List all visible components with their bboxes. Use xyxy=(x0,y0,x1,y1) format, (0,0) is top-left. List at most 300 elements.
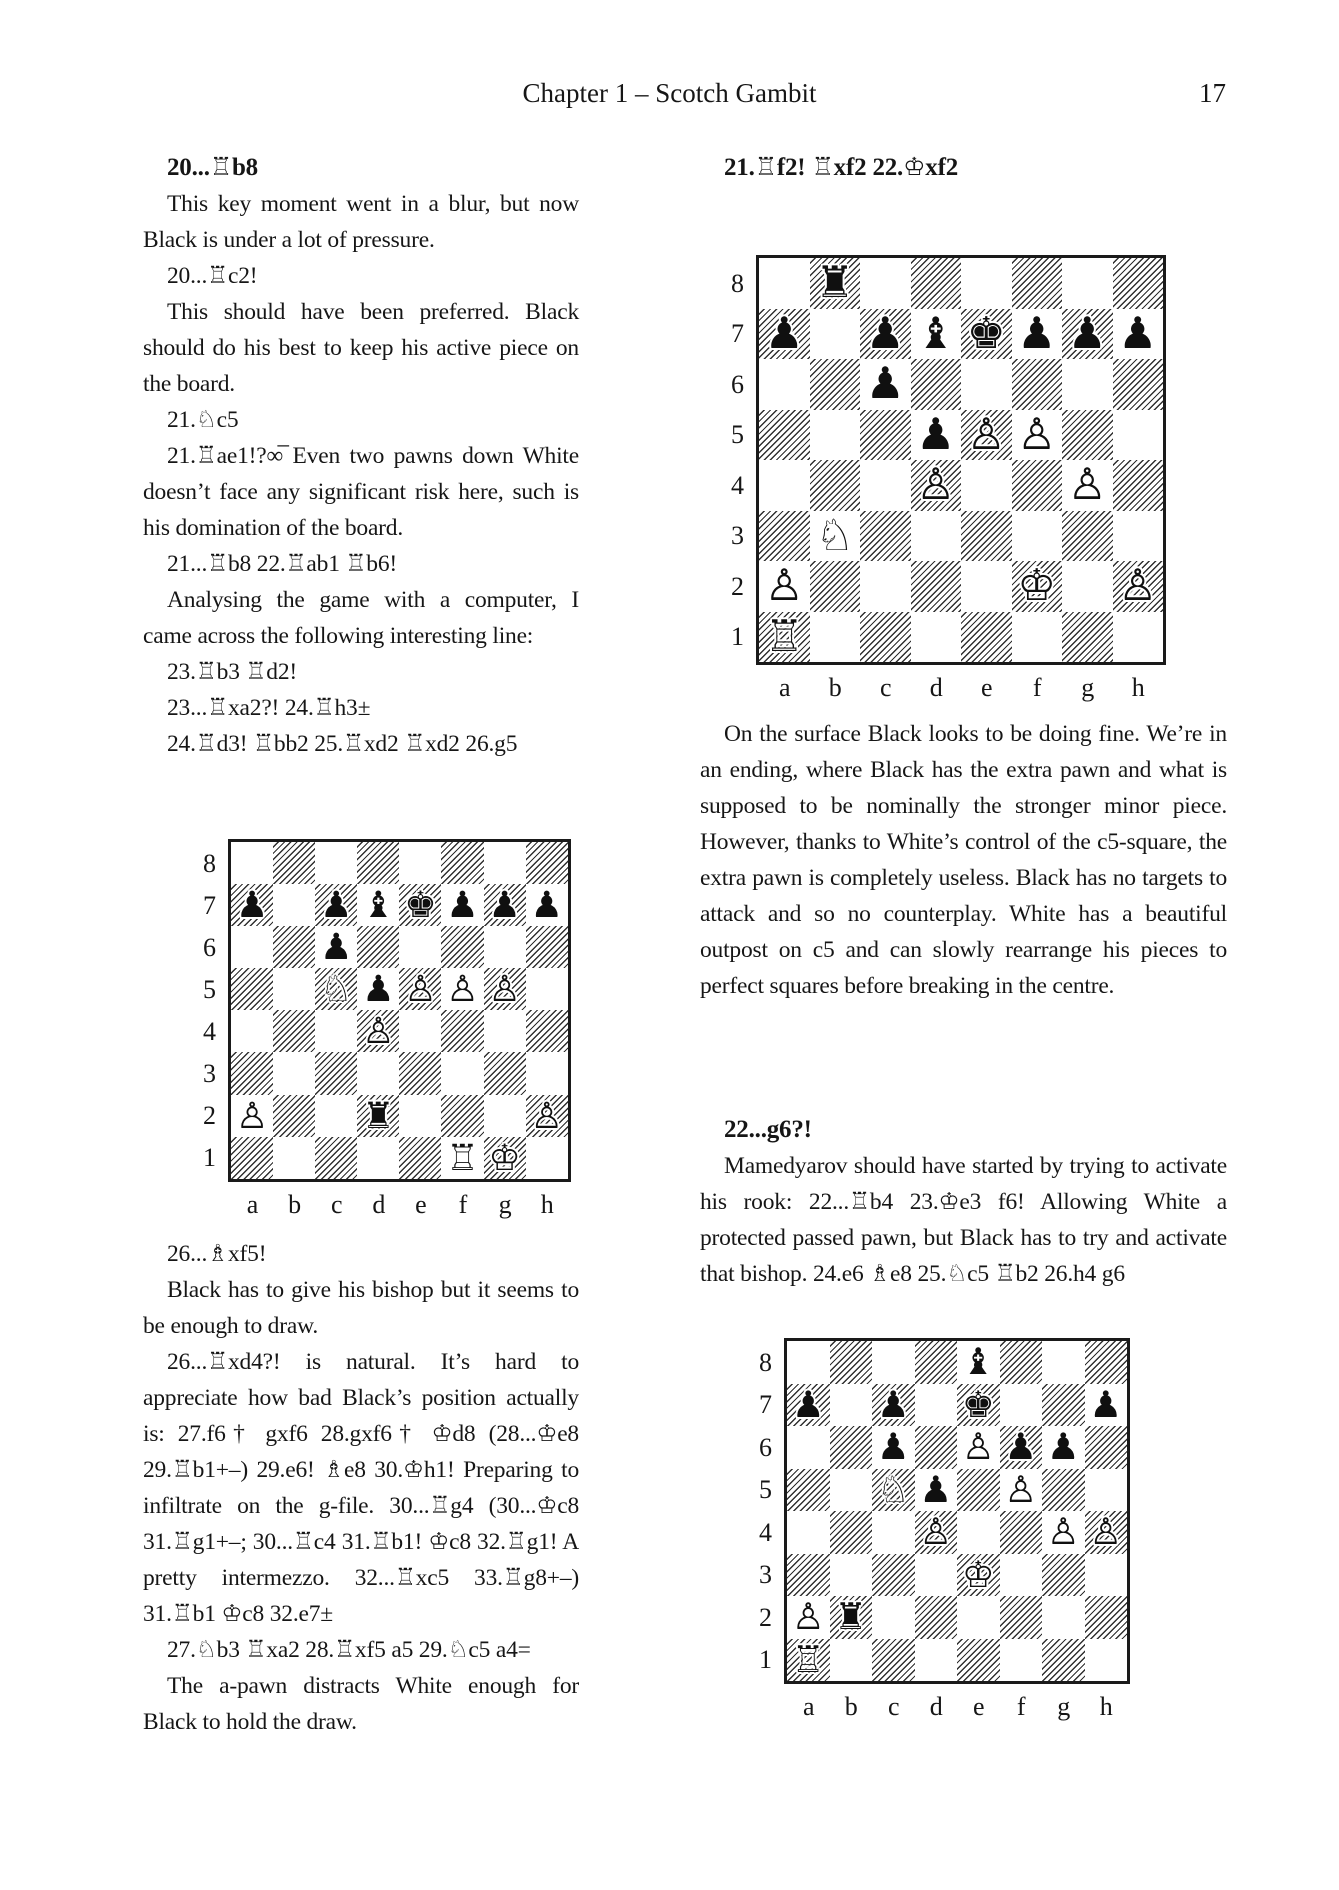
board-square xyxy=(1085,1384,1128,1427)
board-square xyxy=(830,1511,873,1554)
white-pawn-icon: ♙ xyxy=(791,1595,825,1638)
file-label: c xyxy=(879,673,892,702)
board-square xyxy=(526,842,568,884)
board-square xyxy=(872,1596,915,1639)
board-square xyxy=(1062,460,1113,511)
board-square xyxy=(231,1137,273,1179)
black-pawn-icon: ♟ xyxy=(919,1467,953,1511)
board-square xyxy=(957,1341,1000,1384)
board-square xyxy=(441,1137,483,1179)
board-square xyxy=(484,1010,526,1052)
board-square xyxy=(273,926,315,968)
board-square xyxy=(1113,359,1164,410)
board-square xyxy=(1085,1554,1128,1597)
board-square xyxy=(961,561,1012,612)
rank-label: 3 xyxy=(731,521,744,550)
rank-labels xyxy=(746,1338,772,1682)
rank-label: 5 xyxy=(203,974,216,1004)
board-square xyxy=(484,884,526,926)
move-line: 20...♖c2! xyxy=(167,263,258,289)
board-square xyxy=(759,309,810,360)
board-square xyxy=(911,309,962,360)
board-square xyxy=(1085,1511,1128,1554)
board-square xyxy=(810,612,861,663)
black-pawn-icon: ♟ xyxy=(362,967,395,1011)
board-square xyxy=(810,460,861,511)
rank-label: 4 xyxy=(759,1517,772,1547)
board-square xyxy=(1012,612,1063,663)
board-square xyxy=(315,842,357,884)
board-square xyxy=(1113,612,1164,663)
commentary-paragraph: 26...♖xd4?! is natural. It’s hard to appreciate how bad Black’s position actually is: 27.f6† gxf6 28.gxf6† ♔d8 (28...♔e8 29.♖b1+–) 29.e6! ♗e8 30.♔h1! Preparing to infiltrate on the g-file. 30...♖g4 (30...♔c8 31.♖g1+–; 30...♖c4 31.♖b1! ♔c8 32.♖g1! A pretty intermezzo. 32...♖xc5 33.♖g8+–) 31.♖b1 ♔c8 32.e7± xyxy=(143,1349,579,1627)
board-square xyxy=(759,258,810,309)
board-square xyxy=(1012,511,1063,562)
board-square xyxy=(1000,1384,1043,1427)
board-square xyxy=(273,1052,315,1094)
board-square xyxy=(759,561,810,612)
board-square xyxy=(911,359,962,410)
running-header: Chapter 1 – Scotch Gambit xyxy=(522,78,817,108)
board-square xyxy=(810,258,861,309)
chess-diagram-after-26-g5 xyxy=(190,839,571,1220)
chess-diagram-after-22-kxf2 xyxy=(718,255,1166,703)
chess-board xyxy=(784,1338,1130,1684)
board-square xyxy=(830,1341,873,1384)
board-square xyxy=(1042,1384,1085,1427)
white-pawn-icon: ♙ xyxy=(916,460,956,510)
board-square xyxy=(915,1469,958,1512)
black-pawn-icon: ♟ xyxy=(1017,308,1057,359)
board-square xyxy=(526,968,568,1010)
board-square xyxy=(484,1095,526,1137)
board-square xyxy=(810,511,861,562)
board-square xyxy=(1113,460,1164,511)
black-pawn-icon: ♟ xyxy=(764,308,804,359)
variation-heading: 22...g6?! xyxy=(724,1116,812,1143)
board-square xyxy=(526,1137,568,1179)
white-knight-icon: ♘ xyxy=(876,1467,910,1511)
board-square xyxy=(787,1426,830,1469)
black-pawn-icon: ♟ xyxy=(791,1382,825,1426)
rank-label: 8 xyxy=(759,1347,772,1377)
board-square xyxy=(872,1554,915,1597)
board-square xyxy=(1085,1469,1128,1512)
board-square xyxy=(399,1137,441,1179)
left-column-lower xyxy=(143,1236,579,1740)
file-label: f xyxy=(1016,1692,1026,1721)
board-square xyxy=(441,842,483,884)
file-label: f xyxy=(1032,673,1042,702)
board-square xyxy=(860,460,911,511)
board-square xyxy=(441,968,483,1010)
commentary-paragraph: On the surface Black looks to be doing fine. We’re in an ending, where Black has the extra pawn and what is supposed to be nominally the stronger minor piece. However, thanks to White’s control of the c5-square, the extra pawn is completely useless. Black has no targets to attack and so no counterplay. White has a beautiful outpost on c5 and can slowly rearrange his pieces to perfect squares before breaking in the centre. xyxy=(700,721,1227,999)
board-square xyxy=(1012,410,1063,461)
board-square xyxy=(787,1341,830,1384)
black-pawn-icon: ♟ xyxy=(446,883,479,927)
page-number: 17 xyxy=(1199,78,1226,108)
board-square xyxy=(787,1596,830,1639)
rank-label: 7 xyxy=(203,890,216,920)
black-pawn-icon: ♟ xyxy=(1089,1382,1123,1426)
black-pawn-icon: ♟ xyxy=(530,883,563,927)
board-square xyxy=(830,1469,873,1512)
board-square xyxy=(872,1341,915,1384)
black-king-icon: ♚ xyxy=(404,883,437,927)
rank-label: 5 xyxy=(731,420,744,449)
rank-label: 6 xyxy=(759,1432,772,1462)
board-square xyxy=(231,968,273,1010)
rank-label: 1 xyxy=(203,1143,216,1173)
board-square xyxy=(872,1426,915,1469)
board-square xyxy=(787,1639,830,1682)
file-label: h xyxy=(540,1189,554,1219)
board-square xyxy=(911,460,962,511)
rank-label: 4 xyxy=(731,470,744,500)
board-square xyxy=(860,258,911,309)
black-pawn-icon: ♟ xyxy=(865,308,905,359)
black-bishop-icon: ♝ xyxy=(961,1340,995,1383)
black-pawn-icon: ♟ xyxy=(1004,1425,1038,1468)
file-label: h xyxy=(1099,1692,1113,1721)
board-square xyxy=(759,359,810,410)
rank-label: 8 xyxy=(203,848,216,878)
board-square xyxy=(759,410,810,461)
file-label: a xyxy=(778,673,791,702)
board-square xyxy=(961,410,1012,461)
move-line: 26...♗xf5! xyxy=(167,1241,267,1267)
move-line: 23.♖b3 ♖d2! xyxy=(167,659,298,685)
white-pawn-icon: ♙ xyxy=(362,1009,395,1053)
board-square xyxy=(915,1639,958,1682)
board-square xyxy=(961,460,1012,511)
black-pawn-icon: ♟ xyxy=(865,359,905,409)
board-square xyxy=(961,359,1012,410)
board-square xyxy=(1042,1511,1085,1554)
board-square xyxy=(1000,1341,1043,1384)
board-square xyxy=(315,1052,357,1094)
board-square xyxy=(911,511,962,562)
board-square xyxy=(231,926,273,968)
board-square xyxy=(441,884,483,926)
commentary-paragraph: This key moment went in a blur, but now Black is under a lot of pressure. xyxy=(143,191,579,253)
board-square xyxy=(484,1052,526,1094)
board-square xyxy=(860,511,911,562)
board-square xyxy=(961,612,1012,663)
commentary-paragraph: Analysing the game with a computer, I came across the following interesting line: xyxy=(143,587,579,649)
board-square xyxy=(1113,309,1164,360)
board-square xyxy=(915,1341,958,1384)
black-pawn-icon: ♟ xyxy=(320,883,353,927)
board-square xyxy=(357,1010,399,1052)
board-square xyxy=(1042,1341,1085,1384)
board-square xyxy=(860,561,911,612)
file-label: d xyxy=(929,673,943,702)
board-square xyxy=(1062,410,1113,461)
board-square xyxy=(484,968,526,1010)
white-pawn-icon: ♙ xyxy=(1046,1510,1080,1553)
file-label: g xyxy=(1057,1692,1071,1721)
file-labels xyxy=(228,1190,571,1220)
rank-label: 7 xyxy=(731,319,744,348)
file-label: g xyxy=(1081,673,1095,702)
file-label: b xyxy=(844,1692,858,1721)
black-pawn-icon: ♟ xyxy=(488,883,521,927)
black-king-icon: ♚ xyxy=(966,308,1006,359)
white-king-icon: ♔ xyxy=(961,1552,995,1596)
chess-board xyxy=(756,255,1166,665)
board-square xyxy=(399,968,441,1010)
board-square xyxy=(1000,1639,1043,1682)
board-square xyxy=(441,1010,483,1052)
board-square xyxy=(915,1554,958,1597)
black-rook-icon: ♜ xyxy=(362,1093,395,1137)
commentary-paragraph: The a-pawn distracts White enough for Black to hold the draw. xyxy=(143,1673,579,1735)
white-pawn-icon: ♙ xyxy=(1089,1510,1123,1553)
board-square xyxy=(315,1095,357,1137)
board-square xyxy=(315,968,357,1010)
board-square xyxy=(1113,511,1164,562)
move-line: 21.♘c5 xyxy=(167,407,239,433)
board-square xyxy=(1000,1554,1043,1597)
move-line: 24.♖d3! ♖bb2 25.♖xd2 ♖xd2 26.g5 xyxy=(167,731,518,757)
board-square xyxy=(526,1095,568,1137)
file-label: f xyxy=(458,1189,468,1219)
commentary-paragraph: Black has to give his bishop but it seems to be enough to draw. xyxy=(143,1277,579,1339)
board-square xyxy=(315,926,357,968)
board-square xyxy=(911,410,962,461)
board-square xyxy=(759,612,810,663)
rank-label: 1 xyxy=(759,1645,772,1674)
file-label: d xyxy=(929,1692,943,1721)
black-pawn-icon: ♟ xyxy=(320,925,353,969)
board-square xyxy=(1113,258,1164,309)
board-square xyxy=(957,1469,1000,1512)
board-square xyxy=(399,1095,441,1137)
black-pawn-icon: ♟ xyxy=(916,409,956,460)
white-pawn-icon: ♙ xyxy=(488,967,521,1011)
board-square xyxy=(231,1010,273,1052)
commentary-paragraph: This should have been preferred. Black should do his best to keep his active piece on the board. xyxy=(143,299,579,397)
file-label: e xyxy=(415,1189,427,1219)
board-square xyxy=(911,258,962,309)
board-square xyxy=(787,1554,830,1597)
board-square xyxy=(961,309,1012,360)
white-pawn-icon: ♙ xyxy=(1067,460,1107,510)
board-square xyxy=(357,968,399,1010)
board-square xyxy=(830,1639,873,1682)
file-labels xyxy=(784,1692,1130,1722)
board-square xyxy=(1000,1426,1043,1469)
board-square xyxy=(399,1010,441,1052)
board-square xyxy=(357,842,399,884)
board-square xyxy=(1042,1469,1085,1512)
board-square xyxy=(860,309,911,360)
rank-labels xyxy=(190,839,216,1179)
rank-label: 6 xyxy=(731,369,744,399)
rank-label: 7 xyxy=(759,1390,772,1419)
board-square xyxy=(273,884,315,926)
board-square xyxy=(526,1052,568,1094)
file-label: c xyxy=(887,1692,900,1721)
black-pawn-icon: ♟ xyxy=(1046,1425,1080,1468)
white-pawn-icon: ♙ xyxy=(404,967,437,1011)
board-square xyxy=(860,612,911,663)
white-pawn-icon: ♙ xyxy=(1118,561,1158,611)
white-king-icon: ♔ xyxy=(488,1135,521,1179)
board-square xyxy=(1062,309,1113,360)
board-square xyxy=(357,1137,399,1179)
board-square xyxy=(526,1010,568,1052)
file-label: a xyxy=(802,1692,815,1721)
board-square xyxy=(1062,258,1113,309)
rank-labels xyxy=(718,255,744,663)
white-pawn-icon: ♙ xyxy=(966,409,1006,460)
file-labels xyxy=(756,673,1166,703)
black-rook-icon: ♜ xyxy=(815,258,855,308)
black-pawn-icon: ♟ xyxy=(876,1425,910,1468)
board-square xyxy=(1012,460,1063,511)
board-square xyxy=(399,926,441,968)
board-square xyxy=(315,1010,357,1052)
rank-label: 8 xyxy=(731,268,744,298)
white-rook-icon: ♖ xyxy=(764,611,804,662)
commentary-paragraph: Mamedyarov should have started by trying to activate his rook: 22...♖b4 23.♔e3 f6! Allowing White a protected passed pawn, but Black has to try and activate that bishop. 24.e6 ♗e8 25.♘c5 ♖b2 26.h4 g6 xyxy=(700,1153,1227,1287)
rank-label: 2 xyxy=(731,571,744,601)
black-pawn-icon: ♟ xyxy=(876,1382,910,1426)
board-square xyxy=(830,1554,873,1597)
rank-label: 4 xyxy=(203,1016,216,1046)
white-knight-icon: ♘ xyxy=(320,967,353,1011)
board-square xyxy=(860,359,911,410)
left-column-upper xyxy=(143,150,579,762)
white-pawn-icon: ♙ xyxy=(919,1510,953,1553)
board-square xyxy=(872,1384,915,1427)
move-line: 23...♖xa2?! 24.♖h3± xyxy=(167,695,371,721)
board-square xyxy=(957,1596,1000,1639)
file-label: e xyxy=(980,673,993,702)
board-square xyxy=(830,1596,873,1639)
variation-heading: 20...♖b8 xyxy=(167,154,258,181)
file-label: a xyxy=(246,1189,259,1219)
board-square xyxy=(1062,359,1113,410)
white-pawn-icon: ♙ xyxy=(1004,1467,1038,1511)
board-square xyxy=(810,309,861,360)
right-column-subheading xyxy=(700,1112,1227,1148)
board-square xyxy=(441,926,483,968)
file-label: e xyxy=(972,1692,985,1721)
board-square xyxy=(911,612,962,663)
board-square xyxy=(1012,309,1063,360)
board-square xyxy=(357,926,399,968)
board-square xyxy=(1000,1511,1043,1554)
rank-label: 6 xyxy=(203,932,216,962)
board-square xyxy=(1062,612,1113,663)
black-rook-icon: ♜ xyxy=(834,1595,868,1638)
board-square xyxy=(273,1095,315,1137)
black-pawn-icon: ♟ xyxy=(235,883,269,927)
board-square xyxy=(231,1052,273,1094)
white-pawn-icon: ♙ xyxy=(446,967,479,1011)
rank-label: 1 xyxy=(731,622,744,651)
file-label: d xyxy=(372,1189,386,1219)
file-label: g xyxy=(498,1189,512,1219)
board-square xyxy=(357,1095,399,1137)
board-square xyxy=(1012,561,1063,612)
right-column-text xyxy=(700,716,1227,1004)
right-column-text-2 xyxy=(700,1148,1227,1292)
rank-label: 2 xyxy=(203,1101,216,1131)
board-square xyxy=(484,842,526,884)
board-square xyxy=(759,460,810,511)
black-bishop-icon: ♝ xyxy=(916,308,956,359)
board-square xyxy=(957,1554,1000,1597)
board-square xyxy=(399,842,441,884)
rank-label: 5 xyxy=(759,1475,772,1504)
board-square xyxy=(231,884,273,926)
board-square xyxy=(830,1384,873,1427)
rank-label: 2 xyxy=(759,1602,772,1632)
board-square xyxy=(1113,561,1164,612)
board-square xyxy=(315,1137,357,1179)
board-square xyxy=(1042,1596,1085,1639)
board-square xyxy=(872,1469,915,1512)
board-square xyxy=(1085,1341,1128,1384)
file-label: h xyxy=(1131,673,1145,702)
board-square xyxy=(1012,359,1063,410)
board-square xyxy=(957,1384,1000,1427)
board-square xyxy=(957,1639,1000,1682)
board-square xyxy=(787,1511,830,1554)
board-square xyxy=(1085,1426,1128,1469)
white-pawn-icon: ♙ xyxy=(961,1425,995,1468)
black-pawn-icon: ♟ xyxy=(1118,308,1158,359)
board-square xyxy=(915,1511,958,1554)
board-square xyxy=(526,926,568,968)
chess-diagram-after-26-g6 xyxy=(746,1338,1130,1722)
commentary-paragraph: 21.♖ae1!?∞̅ Even two pawns down White doesn’t face any significant risk here, such is his domination of the board. xyxy=(143,443,579,541)
board-square xyxy=(1085,1639,1128,1682)
board-square xyxy=(1062,561,1113,612)
board-square xyxy=(1000,1596,1043,1639)
white-pawn-icon: ♙ xyxy=(530,1093,563,1137)
board-square xyxy=(860,410,911,461)
move-line: 27.♘b3 ♖xa2 28.♖xf5 a5 29.♘c5 a4= xyxy=(167,1637,531,1663)
board-square xyxy=(787,1469,830,1512)
board-square xyxy=(484,1137,526,1179)
board-square xyxy=(915,1384,958,1427)
board-square xyxy=(399,884,441,926)
board-square xyxy=(957,1511,1000,1554)
board-square xyxy=(787,1384,830,1427)
right-column-heading xyxy=(700,150,1227,186)
variation-heading: 21.♖f2! ♖xf2 22.♔xf2 xyxy=(724,154,959,181)
white-knight-icon: ♘ xyxy=(815,510,855,561)
move-line: 21...♖b8 22.♖ab1 ♖b6! xyxy=(167,551,398,577)
file-label: b xyxy=(288,1189,302,1219)
board-square xyxy=(231,842,273,884)
board-square xyxy=(1000,1469,1043,1512)
board-square xyxy=(830,1426,873,1469)
board-square xyxy=(915,1426,958,1469)
board-square xyxy=(1042,1554,1085,1597)
board-square xyxy=(810,561,861,612)
board-square xyxy=(1062,511,1113,562)
board-square xyxy=(441,1052,483,1094)
chess-board xyxy=(228,839,571,1182)
board-square xyxy=(441,1095,483,1137)
file-label: c xyxy=(330,1189,343,1219)
board-square xyxy=(399,1052,441,1094)
